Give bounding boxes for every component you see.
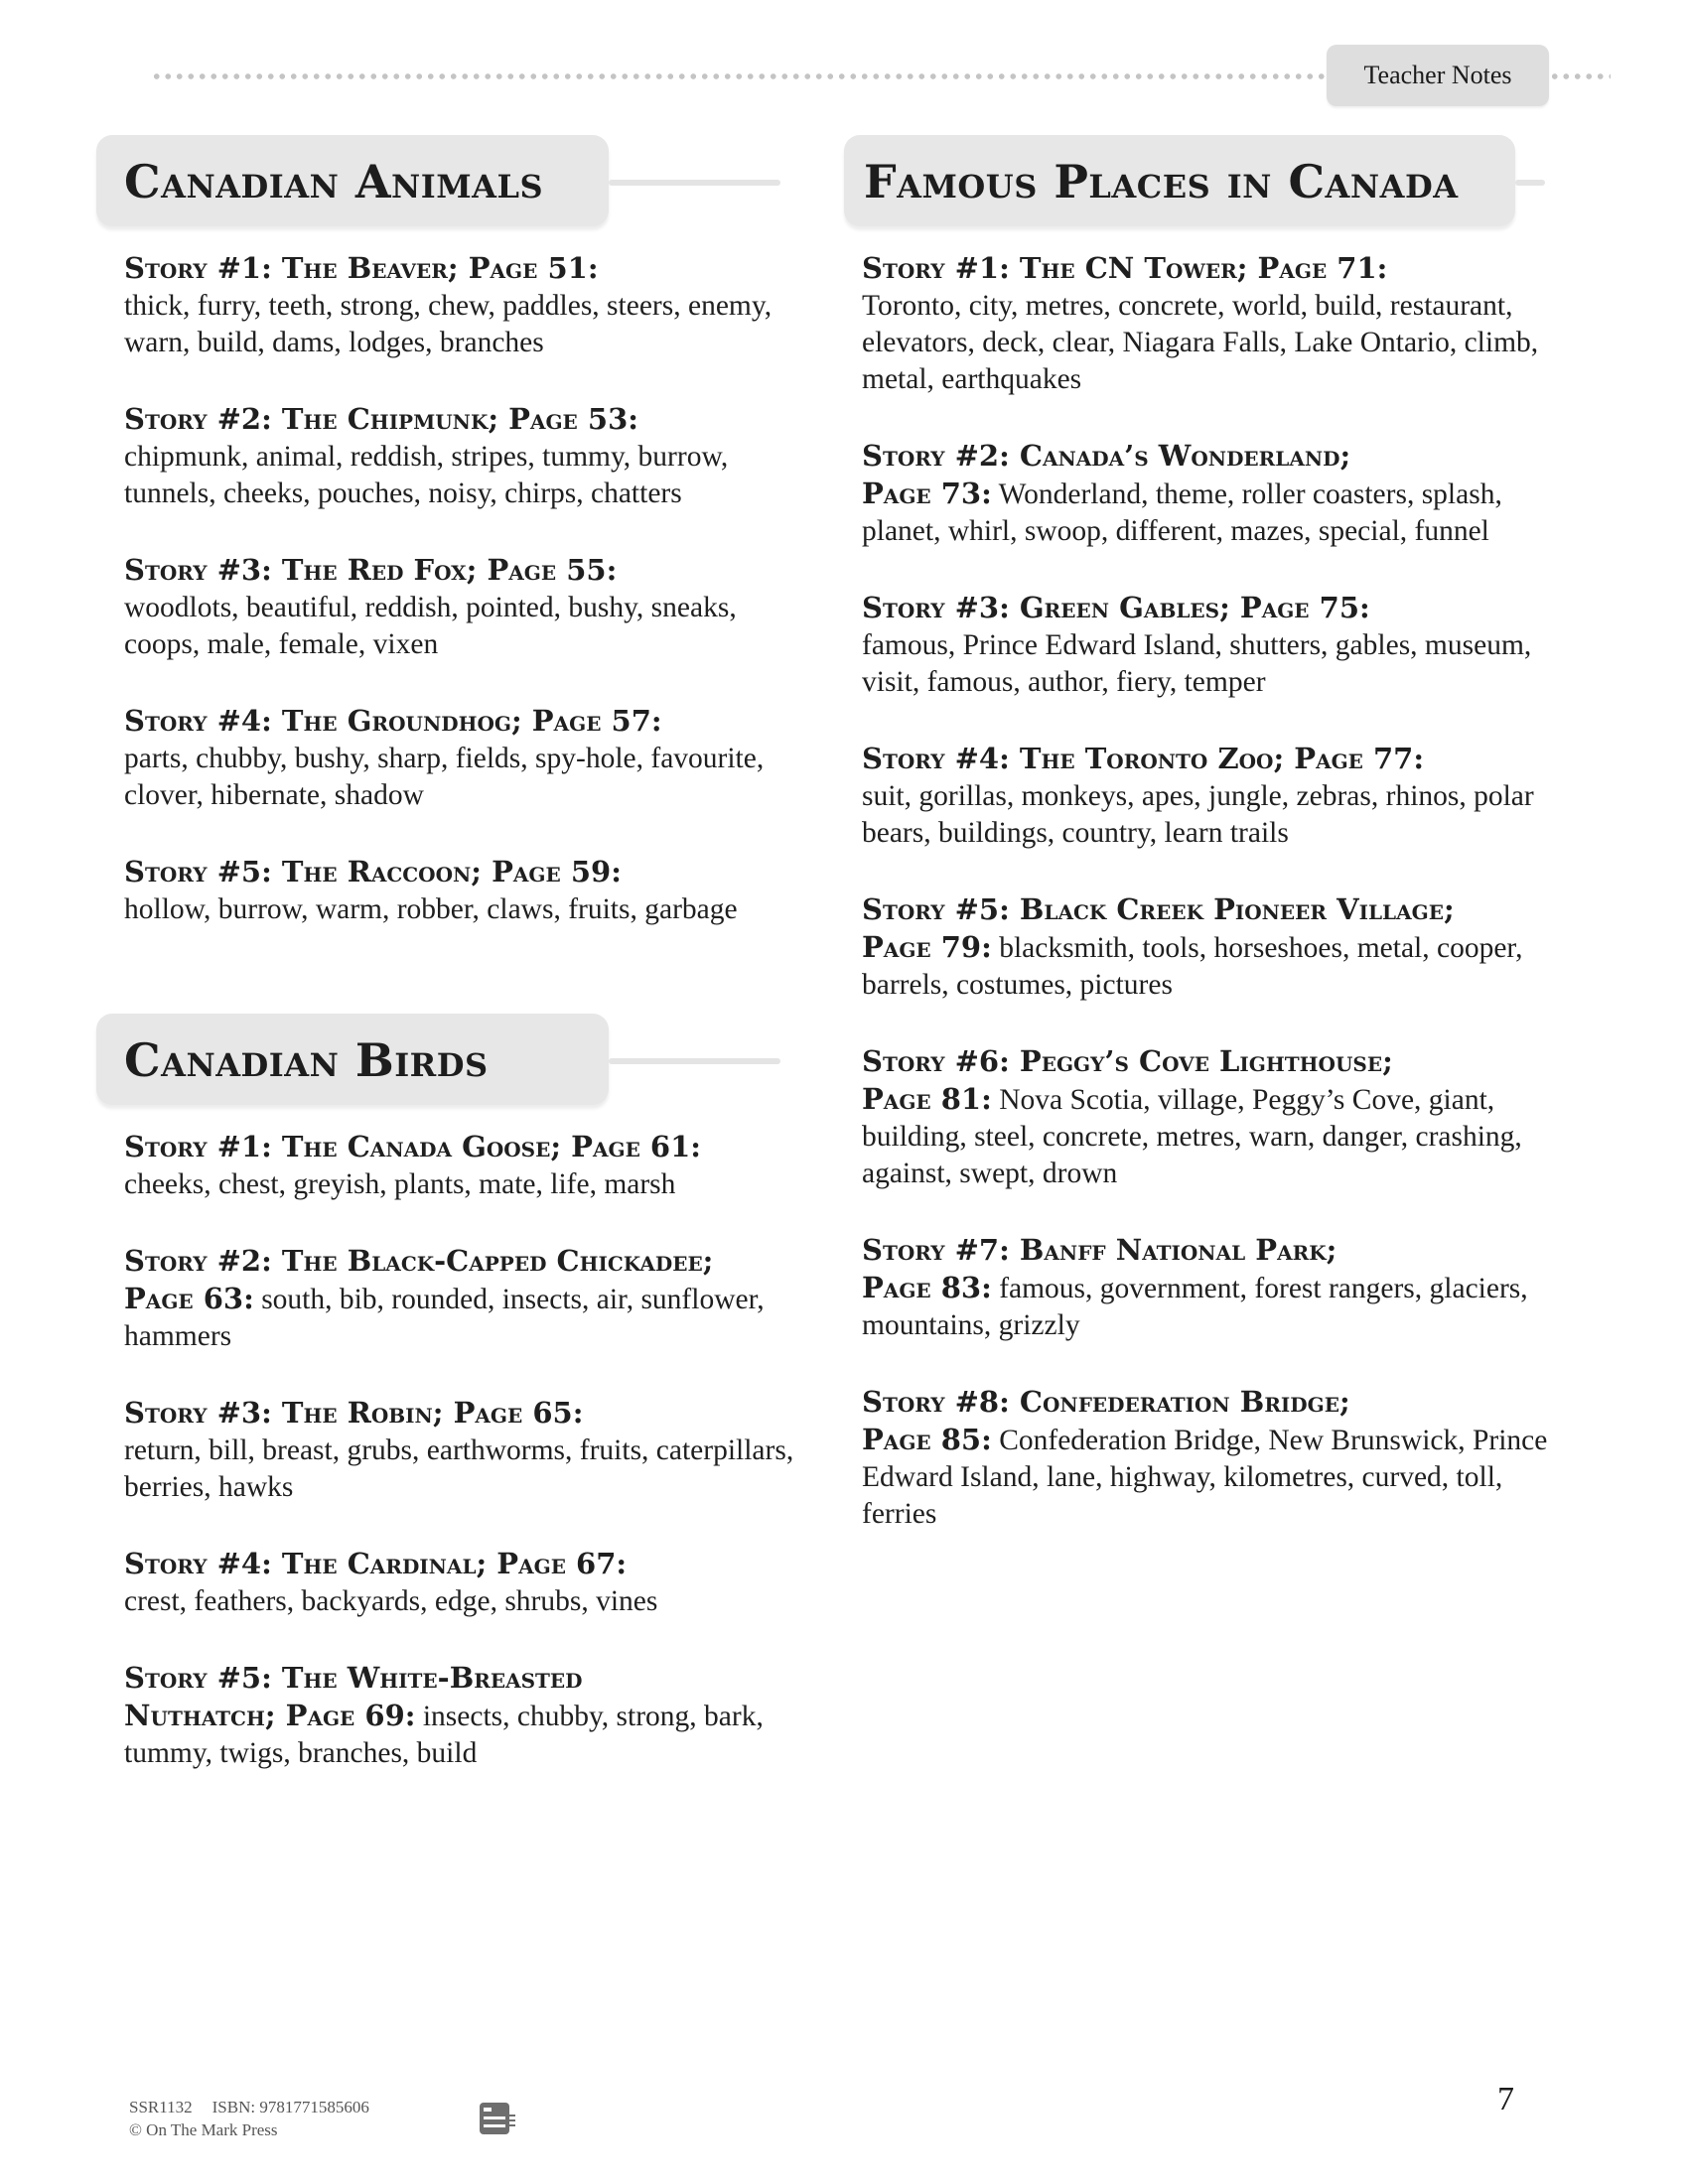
section-title-box: [96, 1014, 609, 1105]
story-vocabulary: Wonderland, theme, roller coasters, splash, planet, whirl, swoop, different, mazes, special, funnel: [862, 478, 1502, 547]
product-code: SSR1132: [129, 2098, 193, 2116]
story-page: Page 81:: [862, 1082, 992, 1116]
story-heading: Story #4: The Toronto Zoo; Page 77:: [862, 742, 1425, 775]
teacher-notes-tab: [1327, 45, 1549, 106]
story-heading: Story #4: The Cardinal; Page 67:: [124, 1547, 628, 1580]
story-vocabulary: famous, Prince Edward Island, shutters, gables, museum, visit, famous, author, fiery, temper: [862, 629, 1532, 698]
section-title: Canadian Birds: [124, 1033, 489, 1087]
story-item: [124, 1243, 839, 1355]
story-page: Page 63:: [124, 1282, 254, 1315]
story-item: [862, 1043, 1577, 1192]
section-title: Canadian Animals: [124, 155, 544, 208]
story-page: Nuthatch; Page 69:: [124, 1699, 416, 1732]
footer-publication-info: [129, 2096, 369, 2141]
section-title-box: [96, 135, 609, 226]
story-heading: Story #2: The Black-Capped Chickadee;: [124, 1244, 714, 1278]
story-vocabulary: hollow, burrow, warm, robber, claws, fruits, garbage: [124, 893, 738, 925]
story-heading: Story #6: Peggy’s Cove Lighthouse;: [862, 1044, 1393, 1078]
story-heading: Story #3: The Red Fox; Page 55:: [124, 553, 618, 587]
animals-story-list: [124, 250, 819, 928]
teacher-notes-label: Teacher Notes: [1363, 61, 1512, 89]
places-story-list: [862, 250, 1577, 1533]
story-heading: Story #5: The White-Breasted: [124, 1661, 583, 1695]
section-rule: [609, 1058, 780, 1064]
story-item: [862, 250, 1577, 398]
story-page: Page 83:: [862, 1271, 992, 1304]
story-heading: Story #8: Confederation Bridge;: [862, 1385, 1350, 1419]
top-dotted-rule-right: [1549, 73, 1611, 79]
story-page: Page 73:: [862, 477, 992, 510]
story-vocabulary: return, bill, breast, grubs, earthworms, fruits, caterpillars, berries, hawks: [124, 1434, 794, 1503]
section-title: Famous Places in Canada: [864, 155, 1459, 208]
story-vocabulary: Confederation Bridge, New Brunswick, Prince Edward Island, lane, highway, kilometres, curved, toll, ferries: [862, 1425, 1548, 1530]
story-vocabulary: Toronto, city, metres, concrete, world, build, restaurant, elevators, deck, clear, Niagara Falls, Lake Ontario, climb, metal, earthquakes: [862, 290, 1539, 395]
story-heading: Story #3: Green Gables; Page 75:: [862, 591, 1370, 624]
section-rule: [609, 180, 780, 186]
story-item: [124, 854, 819, 928]
story-heading: Story #2: Canada’s Wonderland;: [862, 439, 1351, 473]
isbn: ISBN: 9781771585606: [211, 2098, 369, 2116]
story-vocabulary: famous, government, forest rangers, glaciers, mountains, grizzly: [862, 1273, 1528, 1341]
section-title-box: [844, 135, 1515, 226]
story-item: [862, 438, 1577, 550]
story-heading: Story #1: The CN Tower; Page 71:: [862, 251, 1388, 285]
story-heading: Story #1: The Beaver; Page 51:: [124, 251, 599, 285]
story-vocabulary: Nova Scotia, village, Peggy’s Cove, giant, building, steel, concrete, metres, warn, danger, crashing, against, swept, drown: [862, 1084, 1522, 1189]
story-item: [862, 1384, 1577, 1533]
story-item: [124, 552, 819, 663]
story-heading: Story #5: The Raccoon; Page 59:: [124, 855, 622, 888]
story-item: [862, 741, 1577, 852]
story-item: [124, 1660, 839, 1772]
story-heading: Story #7: Banff National Park;: [862, 1233, 1337, 1267]
page-number: 7: [1497, 2081, 1514, 2117]
story-page: Page 79:: [862, 930, 992, 964]
story-item: [124, 1395, 839, 1506]
story-vocabulary: crest, feathers, backyards, edge, shrubs, vines: [124, 1585, 658, 1617]
story-heading: Story #1: The Canada Goose; Page 61:: [124, 1130, 701, 1163]
story-vocabulary: thick, furry, teeth, strong, chew, paddles, steers, enemy, warn, build, dams, lodges, branches: [124, 290, 773, 358]
story-item: [862, 1232, 1577, 1344]
story-vocabulary: cheeks, chest, greyish, plants, mate, life, marsh: [124, 1168, 676, 1200]
story-vocabulary: insects, chubby, strong, bark, tummy, twigs, branches, build: [124, 1701, 764, 1769]
story-vocabulary: woodlots, beautiful, reddish, pointed, bushy, sneaks, coops, male, female, vixen: [124, 592, 737, 660]
copyright: © On The Mark Press: [129, 2120, 278, 2139]
story-heading: Story #5: Black Creek Pioneer Village;: [862, 892, 1455, 926]
top-dotted-rule-left: [151, 73, 1327, 79]
story-item: [124, 1129, 839, 1203]
story-vocabulary: blacksmith, tools, horseshoes, metal, cooper, barrels, costumes, pictures: [862, 932, 1523, 1001]
story-item: [124, 401, 819, 512]
section-rule: [1515, 180, 1545, 186]
story-heading: Story #2: The Chipmunk; Page 53:: [124, 402, 638, 436]
book-logo-icon: [478, 2101, 517, 2136]
story-heading: Story #3: The Robin; Page 65:: [124, 1396, 584, 1430]
story-item: [124, 1546, 839, 1620]
story-vocabulary: parts, chubby, bushy, sharp, fields, spy-hole, favourite, clover, hibernate, shadow: [124, 743, 765, 811]
story-item: [124, 250, 819, 361]
story-vocabulary: chipmunk, animal, reddish, stripes, tummy, burrow, tunnels, cheeks, pouches, noisy, chirps, chatters: [124, 441, 729, 509]
story-item: [862, 590, 1577, 701]
birds-story-list: [124, 1129, 839, 1772]
story-item: [124, 703, 819, 814]
story-item: [862, 891, 1577, 1004]
story-page: Page 85:: [862, 1423, 992, 1456]
story-vocabulary: south, bib, rounded, insects, air, sunflower, hammers: [124, 1284, 765, 1352]
story-vocabulary: suit, gorillas, monkeys, apes, jungle, zebras, rhinos, polar bears, buildings, country, learn trails: [862, 780, 1534, 849]
story-heading: Story #4: The Groundhog; Page 57:: [124, 704, 662, 738]
